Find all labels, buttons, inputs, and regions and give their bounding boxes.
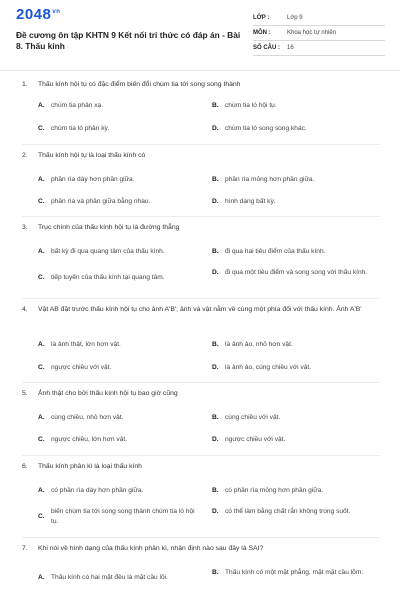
question-1-text: 1. Thấu kính hội tụ có đặc điểm biến đổi chùm tia tới song song thành — [22, 81, 241, 88]
question-6-option-d[interactable]: D. có thể làm bằng chất rắn không trong suốt. — [212, 508, 351, 515]
question-5-option-b[interactable]: B. cùng chiều với vật. — [212, 414, 281, 421]
question-divider — [22, 216, 380, 217]
question-6-option-c[interactable]: C. biến chùm tia tới song song thành chùm tia ló hội tụ. — [38, 508, 195, 525]
question-5-option-c[interactable]: C. ngược chiều, lớn hơn vật. — [38, 436, 128, 443]
meta-label: SỐ CÂU : — [253, 45, 280, 51]
logo-suffix: vn — [52, 9, 61, 15]
meta-row-count — [253, 41, 385, 56]
question-7-option-b[interactable]: B. Thấu kính có một mặt phẳng, mặt mặt cầu lõm. — [212, 569, 364, 576]
question-4-option-d[interactable]: D. là ảnh ảo, cùng chiều với vật. — [212, 364, 312, 371]
question-6-text: 6. Thấu kính phân kì là loại thấu kính — [22, 463, 142, 470]
question-2-option-a[interactable]: A. phần rìa dày hơn phần giữa. — [38, 176, 135, 183]
question-6-option-b[interactable]: B. có phần rìa mỏng hơn phần giữa. — [212, 487, 324, 494]
meta-value: Khoa học tự nhiên — [287, 30, 337, 36]
question-5-option-a[interactable]: A. cùng chiều, nhỏ hơn vật. — [38, 414, 124, 421]
question-4-option-b[interactable]: B. là ảnh ảo, nhỏ hơn vật. — [212, 341, 293, 348]
question-7-text: 7. Khi nói về hình dạng của thấu kính phân kì, nhận định nào sau đây là SAI? — [22, 545, 264, 552]
meta-value: Lớp 9 — [287, 15, 303, 21]
question-divider — [22, 144, 380, 145]
question-4-option-a[interactable]: A. là ảnh thật, lớn hơn vật. — [38, 341, 121, 348]
document-title: Đề cương ôn tập KHTN 9 Kết nối tri thức có đáp án - Bài 8. Thấu kính — [16, 30, 241, 51]
question-7-option-a[interactable]: A. Thấu kính có hai mặt đều là mặt cầu lồi. — [38, 574, 168, 581]
meta-row-class — [253, 11, 385, 26]
question-5-option-d[interactable]: D. ngược chiều với vật. — [212, 436, 286, 443]
question-1-option-d[interactable]: D. chùm tia ló song song khác. — [212, 125, 307, 132]
question-2-option-d[interactable]: D. hình dạng bất kỳ. — [212, 198, 276, 205]
question-3-option-b[interactable]: B. đi qua hai tiêu điểm của thấu kính. — [212, 248, 326, 255]
question-3-option-a[interactable]: A. bất kỳ đi qua quang tâm của thấu kính. — [38, 248, 165, 255]
header-divider — [0, 70, 400, 71]
question-2-option-c[interactable]: C. phần rìa và phần giữa bằng nhau. — [38, 198, 151, 205]
question-3-option-d[interactable]: D. đi qua một tiêu điểm và song song với thấu kính. — [212, 269, 368, 276]
question-1-option-c[interactable]: C. chùm tia ló phân kỳ. — [38, 125, 110, 132]
logo-text: 2048 — [16, 6, 52, 23]
meta-value: 16 — [287, 45, 294, 51]
question-5-text: 5. Ảnh thật cho bởi thấu kính hội tụ bao giờ cũng — [22, 390, 178, 397]
question-2-text: 2. Thấu kính hội tụ là loại thấu kính có — [22, 152, 146, 159]
question-6-option-a[interactable]: A. có phần rìa dày hơn phần giữa. — [38, 487, 144, 494]
page-header — [0, 0, 400, 62]
meta-label: LỚP : — [253, 15, 270, 21]
question-divider — [22, 537, 380, 538]
question-divider — [22, 298, 380, 299]
question-3-text: 3. Trục chính của thấu kính hội tụ là đường thẳng — [22, 224, 180, 231]
meta-row-subject — [253, 26, 385, 41]
question-4-option-c[interactable]: C. ngược chiều với vật. — [38, 364, 112, 371]
question-2-option-b[interactable]: B. phần rìa mỏng hơn phần giữa. — [212, 176, 315, 183]
site-logo[interactable] — [16, 6, 60, 23]
document-meta — [253, 11, 385, 56]
question-4-text: 4. Vật AB đặt trước thấu kính hội tụ cho ảnh A'B'; ảnh và vật nằm về cùng một phía đối với thấu kính. Ảnh A'B' — [22, 306, 362, 313]
question-1-option-b[interactable]: B. chùm tia ló hội tụ. — [212, 102, 277, 109]
question-divider — [22, 455, 380, 456]
question-3-option-c[interactable]: C. tiếp tuyến của thấu kính tại quang tâm. — [38, 274, 165, 281]
question-1-option-a[interactable]: A. chùm tia phản xạ. — [38, 102, 104, 109]
meta-label: MÔN : — [253, 30, 271, 36]
question-divider — [22, 382, 380, 383]
